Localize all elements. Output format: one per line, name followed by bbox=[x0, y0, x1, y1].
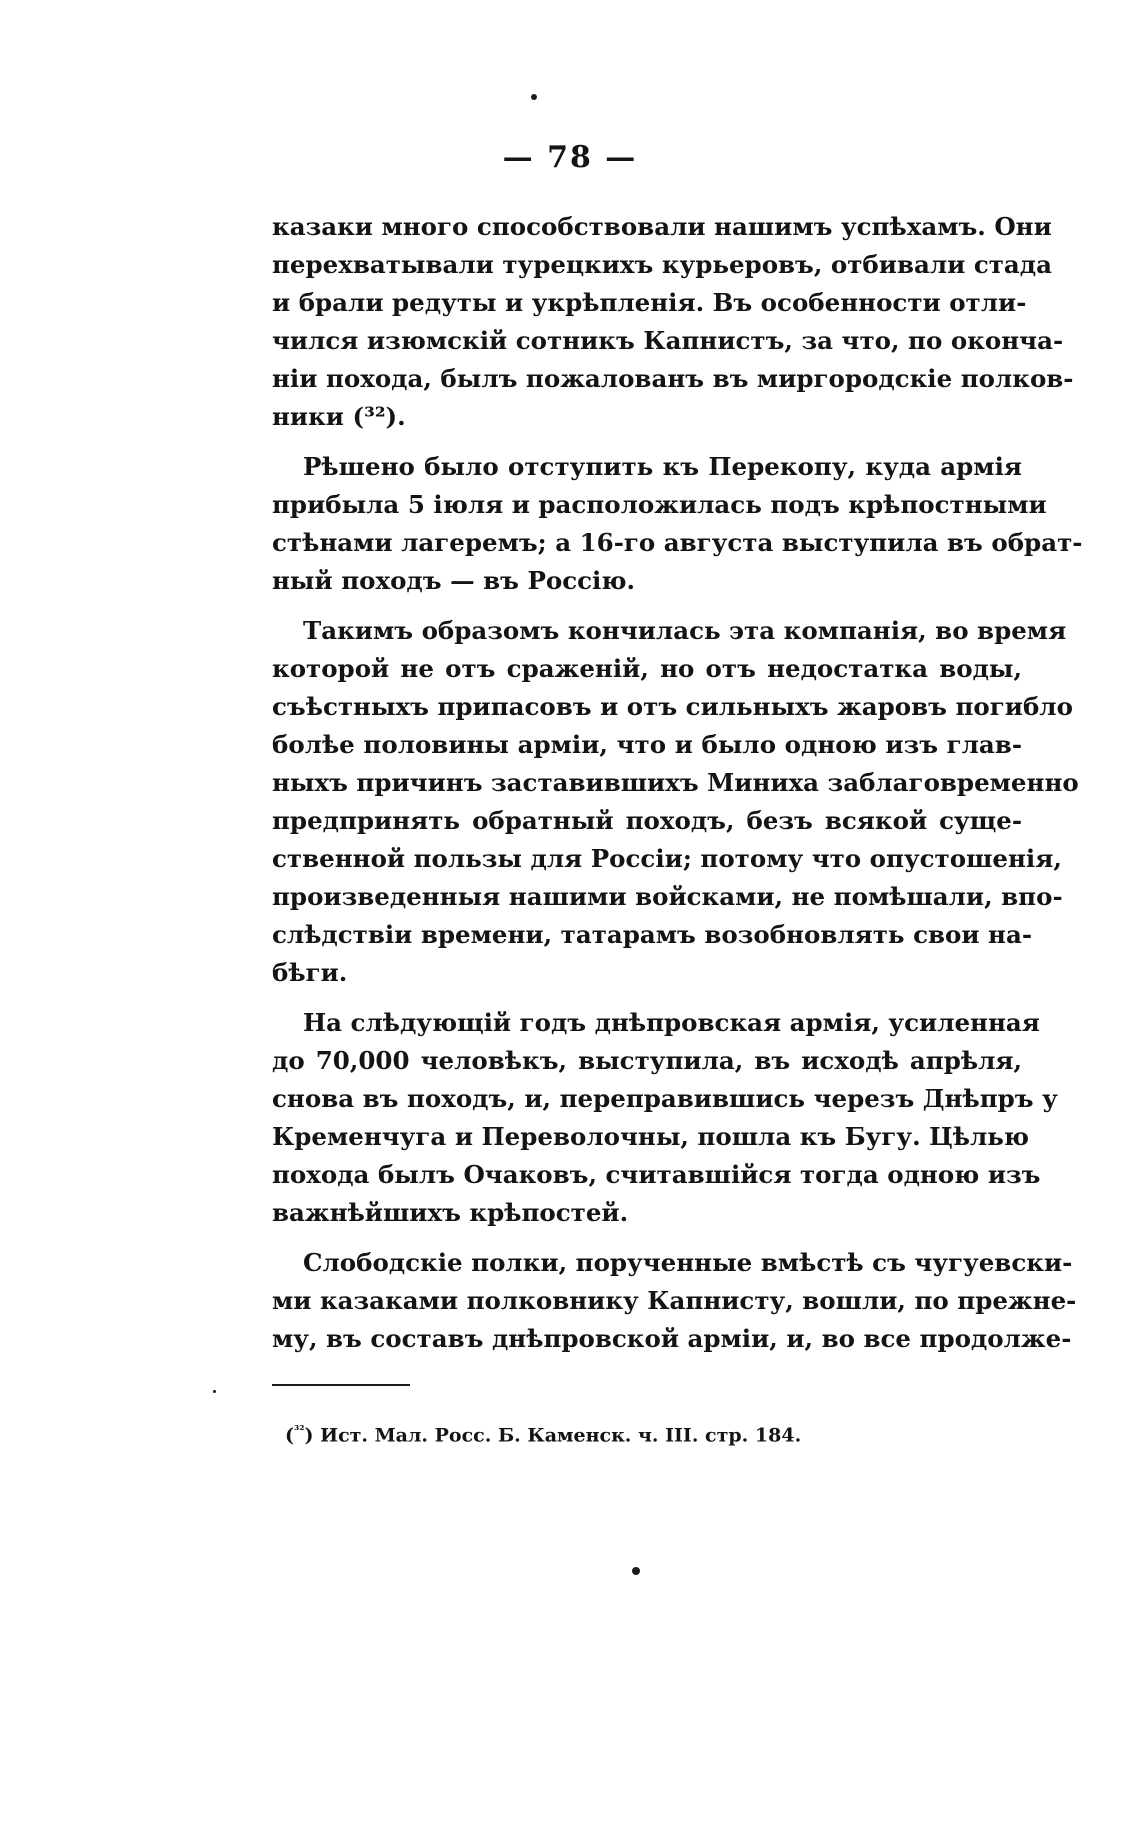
text-line: бѣги. bbox=[272, 958, 348, 987]
text-line: важнѣйшихъ крѣпостей. bbox=[272, 1198, 629, 1227]
text-line: произведенныя нашими войсками, не помѣшали, впо- bbox=[272, 882, 1063, 911]
paragraph-1 bbox=[272, 208, 1074, 436]
text-line: перехватывали турецкихъ курьеровъ, отбивали стада bbox=[272, 250, 1052, 279]
print-speck bbox=[531, 94, 537, 100]
text-line: му, въ составъ днѣпровской арміи, и, во все продолже- bbox=[272, 1324, 1072, 1353]
text-line: снова въ походъ, и, переправившись черезъ Днѣпръ у bbox=[272, 1084, 1058, 1113]
text-line: чился изюмскій сотникъ Капнистъ, за что, по оконча- bbox=[272, 326, 1064, 355]
text-line: стѣнами лагеремъ; а 16-го августа выступила въ обрат- bbox=[272, 528, 1083, 557]
text-line: Рѣшено было отступить къ Перекопу, куда армія bbox=[303, 452, 1022, 481]
text-line: Кременчуга и Переволочны, пошла къ Бугу. Цѣлью bbox=[272, 1122, 1030, 1151]
paragraph-2 bbox=[272, 448, 1083, 600]
text-line: и брали редуты и укрѣпленія. Въ особенности отли- bbox=[272, 288, 1027, 317]
text-line: слѣдствіи времени, татарамъ возобновлять свои на- bbox=[272, 920, 1033, 949]
text-line: прибыла 5 іюля и расположилась подъ крѣпостными bbox=[272, 490, 1047, 519]
paragraph-3 bbox=[272, 612, 1079, 992]
text-line: На слѣдующій годъ днѣпровская армія, усиленная bbox=[303, 1008, 1040, 1037]
text-line: которой не отъ сраженій, но отъ недостатка воды, bbox=[272, 654, 1022, 683]
print-speck bbox=[213, 1390, 216, 1393]
text-line: ственной пользы для Россіи; потому что опустошенія, bbox=[272, 844, 1062, 873]
text-line: ныхъ причинъ заставившихъ Миниха заблаговременно bbox=[272, 768, 1079, 797]
text-line: болѣе половины арміи, что и было одною изъ глав- bbox=[272, 730, 1022, 759]
text-line: похода былъ Очаковъ, считавшійся тогда одною изъ bbox=[272, 1160, 1041, 1189]
footnote-marker: ³² bbox=[294, 1423, 305, 1437]
footnote-text: Ист. Мал. Росс. Б. Каменск. ч. III. стр. 184. bbox=[320, 1424, 802, 1447]
footnote: ($^{^{32}}$) Ист. Мал. Росс. Б. Каменск. ч. III. стр. 184. bbox=[285, 1423, 802, 1447]
text-line: казаки много способствовали нашимъ успѣхамъ. Они bbox=[272, 212, 1052, 241]
print-speck bbox=[632, 1567, 640, 1575]
paragraph-5 bbox=[272, 1244, 1077, 1358]
text-line: предпринять обратный походъ, безъ всякой суще- bbox=[272, 806, 1022, 835]
text-line: ники (³²). bbox=[272, 402, 406, 431]
footnote-divider bbox=[272, 1384, 410, 1386]
paragraph-4 bbox=[272, 1004, 1058, 1232]
text-line: ніи похода, былъ пожалованъ въ миргородскіе полков- bbox=[272, 364, 1074, 393]
body-text bbox=[272, 208, 1083, 1370]
text-line: до 70,000 человѣкъ, выступила, въ исходѣ апрѣля, bbox=[272, 1046, 1022, 1075]
text-line: Слободскіе полки, порученные вмѣстѣ съ чугуевски- bbox=[303, 1248, 1073, 1277]
page-number: — 78 — bbox=[502, 140, 638, 175]
text-line: съѣстныхъ припасовъ и отъ сильныхъ жаровъ погибло bbox=[272, 692, 1073, 721]
text-line: ми казаками полковнику Капнисту, вошли, по прежне- bbox=[272, 1286, 1077, 1315]
text-line: ный походъ — въ Россію. bbox=[272, 566, 636, 595]
text-line: Такимъ образомъ кончилась эта компанія, во время bbox=[303, 616, 1067, 645]
